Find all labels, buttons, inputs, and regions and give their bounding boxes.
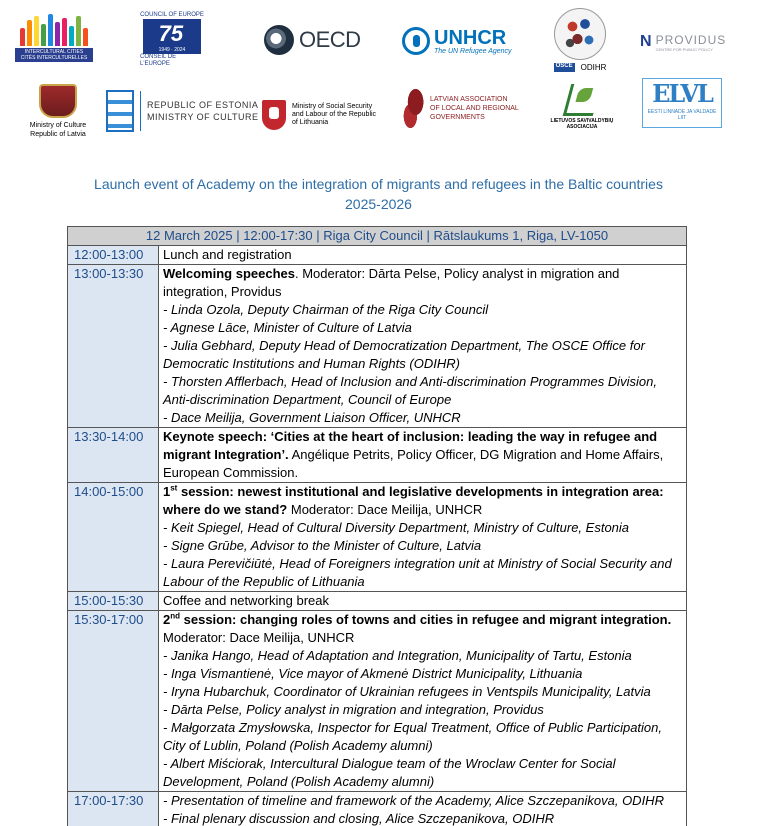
session-moderator: Moderator: Dace Meilija, UNHCR: [287, 502, 483, 517]
coe-years: 1949 · 2024: [158, 46, 186, 53]
session-title: Welcoming speeches: [163, 266, 295, 281]
lithuanian-municipalities-logo: [548, 84, 616, 138]
lt-line1: Ministry of Social Security: [292, 103, 373, 110]
coe-top-text: COUNCIL OF EUROPE: [140, 12, 204, 18]
lt-line3: of Lithuania: [292, 119, 329, 126]
speaker-item: - Agnese Lāce, Minister of Culture of Latvia: [163, 320, 412, 335]
latvia-crest-icon: [39, 84, 77, 118]
agenda-time: 17:00-17:30: [68, 792, 159, 826]
agenda-time: 12:00-13:00: [68, 246, 159, 265]
agenda-row: [68, 265, 687, 428]
event-title: Launch event of Academy on the integration of migrants and refugees in the Baltic countries: [94, 176, 663, 192]
providus-logo: [640, 30, 726, 54]
odihr-logo: [540, 8, 620, 78]
agenda-time: 13:00-13:30: [68, 265, 159, 428]
providus-tagline: CENTRE FOR PUBLIC POLICY: [655, 46, 713, 52]
agenda-row: [68, 246, 687, 265]
session-title: Keynote speech: ‘Cities at the heart of inclusion: leading the way in refugee and migrant Integration’.: [163, 429, 658, 462]
lsa-line2: ASOCIACIJA: [566, 124, 598, 130]
agenda-row: [68, 611, 687, 792]
speaker-item: - Dace Meilija, Government Liaison Officer, UNHCR: [163, 410, 461, 425]
event-years: 2025-2026: [345, 196, 412, 212]
agenda-row: [68, 428, 687, 483]
coe-number: 75: [158, 20, 184, 46]
session-speaker: Angélique Petrits, Policy Officer, DG Migration and Home Affairs, European Commission.: [163, 447, 664, 480]
agenda-time: 14:00-15:00: [68, 483, 159, 592]
ee-line1: REPUBLIC OF ESTONIA: [147, 100, 259, 110]
providus-mark-icon: N: [640, 33, 652, 50]
eln-mark: ELVL: [652, 79, 712, 108]
ic-line1: INTERCULTURAL CITIES: [24, 49, 84, 55]
lsa-emblem-icon: [563, 84, 602, 116]
ee-line2: MINISTRY OF CULTURE: [147, 112, 259, 122]
agenda-content: Coffee and networking break: [159, 592, 687, 611]
session-ordinal: 2: [163, 612, 171, 627]
speaker-item: - Dārta Pelse, Policy analyst in migration and integration, Providus: [163, 702, 544, 717]
session-title-text: session: changing roles of towns and cities in refugee and migrant integration.: [180, 612, 672, 627]
agenda-header-row: [68, 227, 687, 246]
agenda-content: [159, 265, 687, 428]
estonia-divider: [140, 91, 141, 131]
lv-line1: Ministry of Culture: [29, 122, 87, 129]
oecd-circle-icon: [264, 25, 294, 55]
lalrg-line3: GOVERNMENTS: [430, 113, 485, 121]
lv-line2: Republic of Latvia: [30, 131, 86, 138]
agenda-header: 12 March 2025 | 12:00-17:30 | Riga City Council | Rātslaukums 1, Riga, LV-1050: [68, 227, 687, 246]
intercultural-cities-label: [15, 48, 93, 62]
agenda-row: [68, 592, 687, 611]
lithuania-shield-icon: [262, 100, 286, 130]
session-ordinal-suffix: nd: [170, 611, 181, 621]
agenda-content: [159, 611, 687, 792]
agenda-time: 15:30-17:00: [68, 611, 159, 792]
speaker-item: - Signe Grūbe, Advisor to the Minister of Culture, Latvia: [163, 538, 482, 553]
lithuania-ministry-social-logo: [262, 98, 376, 132]
lt-line2: and Labour of the Republic: [292, 111, 377, 118]
odihr-emblem-icon: [554, 8, 606, 60]
lalrg-line1: LATVIAN ASSOCIATION: [430, 95, 508, 103]
lsa-line1: LIETUVOS SAVIVALDYBIŲ: [550, 118, 614, 124]
speaker-item: - Final plenary discussion and closing, Alice Szczepanikova, ODIHR: [163, 811, 555, 826]
lalrg-logo: [400, 86, 519, 130]
lalrg-line2: OF LOCAL AND REGIONAL: [430, 104, 519, 112]
speaker-item: - Julia Gebhard, Deputy Head of Democratization Department, The OSCE Office for Democratic Institutions and Human Rights (ODIHR): [163, 338, 645, 371]
estonia-ministry-culture-logo: [106, 86, 259, 136]
ic-line2: CITÉS INTERCULTURELLES: [20, 55, 88, 61]
coe-bottom-text: CONSEIL DE L'EUROPE: [140, 54, 177, 67]
lalrg-leaf-icon: [400, 88, 426, 128]
speaker-item: - Małgorzata Zmysłowska, Inspector for Equal Treatment, Office of Public Participation, City of Lublin, Poland (Polish Academy alumni): [163, 720, 663, 753]
intercultural-figures-icon: [20, 12, 88, 46]
estonia-crest-icon: [106, 90, 134, 132]
odihr-label: ODIHR: [580, 63, 607, 72]
coe-75-emblem: [143, 19, 201, 54]
agenda-table: [67, 226, 687, 826]
speaker-item: - Presentation of timeline and framework of the Academy, Alice Szczepanikova, ODIHR: [163, 793, 664, 808]
session-moderator: . Moderator: Dārta Pelse, Policy analyst in migration and integration, Providus: [163, 266, 620, 299]
agenda-content: [159, 428, 687, 483]
oecd-name: OECD: [299, 27, 361, 52]
speaker-item: - Keit Spiegel, Head of Cultural Diversity Department, Ministry of Culture, Estonia: [163, 520, 630, 535]
latvia-ministry-culture-logo: [18, 84, 98, 140]
agenda-row: [68, 483, 687, 592]
agenda-time: 13:30-14:00: [68, 428, 159, 483]
agenda-content: [159, 483, 687, 592]
speaker-item: - Inga Vismantienė, Vice mayor of Akmenė District Municipality, Lithuania: [163, 666, 583, 681]
estonian-cities-logo: [642, 78, 722, 128]
eln-text: EESTI LINNADE JA VALDADE LIIT: [647, 109, 717, 121]
session-ordinal-suffix: st: [170, 483, 178, 493]
unhcr-tagline: The UN Refugee Agency: [434, 47, 512, 55]
session-ordinal: 1: [163, 484, 171, 499]
agenda-content: [159, 792, 687, 826]
unhcr-emblem-icon: [402, 27, 430, 55]
providus-name: PROVIDUS: [655, 32, 727, 47]
agenda-content: Lunch and registration: [159, 246, 687, 265]
unhcr-name: UNHCR: [434, 26, 507, 49]
speaker-item: - Laura Perevičiūtė, Head of Foreigners integration unit at Ministry of Social Security and Labour of the Republic of Lithuania: [163, 556, 672, 589]
speaker-item: - Linda Ozola, Deputy Chairman of the Riga City Council: [163, 302, 489, 317]
speaker-item: - Albert Miściorak, Intercultural Dialogue team of the Wroclaw Center for Social Development, Poland (Polish Academy alumni): [163, 756, 616, 789]
unhcr-logo: [402, 26, 512, 56]
osce-label: OSCE: [554, 63, 575, 72]
oecd-logo: [264, 24, 361, 56]
intercultural-cities-logo: [14, 12, 94, 70]
agenda-row: [68, 792, 687, 826]
session-title-text: session: newest institutional and legislative developments in integration area: where do we stand?: [163, 484, 664, 517]
agenda-time: 15:00-15:30: [68, 592, 159, 611]
council-of-europe-logo: [140, 12, 204, 68]
speaker-item: - Janika Hango, Head of Adaptation and Integration, Municipality of Tartu, Estonia: [163, 648, 632, 663]
speaker-item: - Iryna Hubarchuk, Coordinator of Ukrainian refugees in Ventspils Municipality, Latvia: [163, 684, 651, 699]
session-moderator: Moderator: Dace Meilija, UNHCR: [163, 630, 355, 645]
speaker-item: - Thorsten Afflerbach, Head of Inclusion and Anti-discrimination Programmes Division, Anti-discrimination Department, Council of Europe: [163, 374, 657, 407]
session-title: [163, 612, 671, 627]
